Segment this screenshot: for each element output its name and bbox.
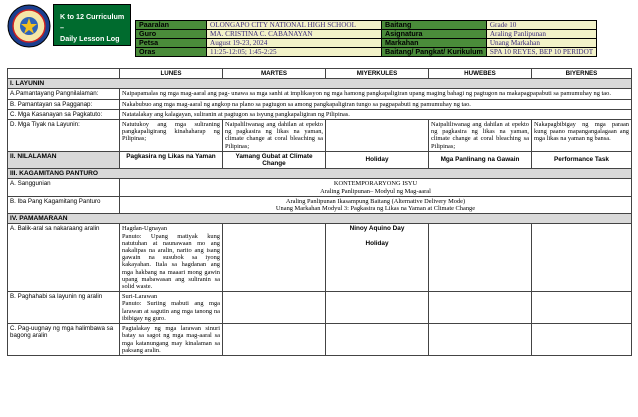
teacher-value: MA. CRISTINA C. CABANAYAN	[207, 30, 382, 39]
row-label: C. Pag-uugnay ng mga halimbawa sa bagong aralin	[8, 324, 120, 356]
materials-line: Araling Panlipunan Ikasampung Baitang (Alternative Delivery Mode)	[285, 197, 466, 205]
curriculum-line2: Daily Lesson Log	[60, 34, 120, 43]
day-header: MARTES	[223, 69, 326, 79]
section-row	[8, 151, 632, 168]
section-title: I. LAYUNIN	[8, 79, 632, 89]
section-title: III. KAGAMITANG PANTURO	[8, 169, 632, 179]
section-value: SPA 10 REYES, BEP 10 PERIDOT	[486, 48, 596, 57]
info-label: Paaralan	[136, 21, 207, 30]
table-row	[8, 109, 632, 119]
holiday-label: Holiday	[365, 239, 389, 247]
grade-value: Grade 10	[486, 21, 596, 30]
day-header: MIYERKULES	[326, 69, 429, 79]
date-value: August 19-23, 2024	[207, 39, 382, 48]
info-label: Baitang	[382, 21, 487, 30]
day-header: LUNES	[120, 69, 223, 79]
row-label: D. Mga Tiyak na Layunin:	[8, 120, 120, 152]
subject-value: Araling Panlipunan	[486, 30, 596, 39]
table-row	[8, 89, 632, 99]
day-header: BIYERNES	[532, 69, 632, 79]
school-value: OLONGAPO CITY NATIONAL HIGH SCHOOL	[207, 21, 382, 30]
cell-huwebes	[429, 224, 532, 292]
table-row	[8, 120, 632, 152]
info-table	[135, 20, 597, 57]
info-label: Baitang/ Pangkat/ Kurikulum	[382, 48, 487, 57]
info-row	[136, 48, 597, 57]
cell-lunes: Pagtalakay ng mga larawan sinuri batay sa sagot ng mga mag-aaral sa mga katanungang may kinalaman sa paksang aralin.	[120, 324, 223, 356]
cell-biyernes	[532, 324, 632, 356]
curriculum-banner	[53, 4, 131, 46]
row-label: A. Balik-aral sa nakaraang aralin	[8, 224, 120, 292]
topic-lunes: Pagkasira ng Likas na Yaman	[120, 151, 223, 168]
row-label: C. Mga Kasanayan sa Pagkatuto:	[8, 109, 120, 119]
header	[7, 4, 631, 62]
topic-biyernes: Performance Task	[532, 151, 632, 168]
cell-martes	[223, 224, 326, 292]
cell-lunes: Suri-Larawan Panuto: Suriing mabuti ang mga larawan at sagutin ang mga tanong na ibibigay ng guro.	[120, 292, 223, 324]
cell-miyerkules	[326, 292, 429, 324]
curriculum-line1: K to 12 Curriculum –	[60, 12, 125, 32]
info-label: Petsa	[136, 39, 207, 48]
materials-line: Unang Markahan Modyul 3: Pagkasira ng Likas na Yaman at Climate Change	[275, 205, 476, 213]
deped-seal-icon	[7, 4, 51, 48]
cell-huwebes	[429, 292, 532, 324]
daily-lesson-log-page	[7, 4, 631, 354]
section-title: IV. PAMAMARAAN	[8, 214, 632, 224]
days-header-row	[8, 69, 632, 79]
materials-cell	[120, 196, 632, 213]
info-row	[136, 30, 597, 39]
section-row	[8, 214, 632, 224]
row-label: A. Sanggunian	[8, 179, 120, 196]
info-label: Guro	[136, 30, 207, 39]
row-label: B. Paghahabi sa layunin ng aralin	[8, 292, 120, 324]
row-text: Naipapamalas ng mga mag-aaral ang pag- unawa sa mga sanhi at implikasyon ng mga hamong pangkapaligiran upang maging bahagi ng pagtugon na makapagpapabuti sa pamumuhay ng tao.	[120, 89, 632, 99]
table-row	[8, 196, 632, 213]
day-header: HUWEBES	[429, 69, 532, 79]
cell-martes	[223, 292, 326, 324]
holiday-title: Ninoy Aquino Day	[349, 225, 405, 233]
time-value: 11:25-12:05; 1:45-2:25	[207, 48, 382, 57]
table-row	[8, 292, 632, 324]
cell-miyerkules	[326, 324, 429, 356]
row-label: B. Iba Pang Kagamitang Panturo	[8, 196, 120, 213]
row-text: Natatalakay ang kalagayan, suliranin at pagtugon sa isyung pangkapaligiran ng Pilipinas.	[120, 109, 632, 119]
cell-miyerkules	[326, 120, 429, 152]
table-row	[8, 224, 632, 292]
info-label: Oras	[136, 48, 207, 57]
table-row	[8, 324, 632, 356]
cell-biyernes	[532, 224, 632, 292]
row-label: B. Pamantayan sa Pagganap:	[8, 99, 120, 109]
info-label: Asignatura	[382, 30, 487, 39]
row-label: A.Pamantayang Pangnilalaman:	[8, 89, 120, 99]
info-label: Markahan	[382, 39, 487, 48]
topic-martes: Yamang Gubat at Climate Change	[223, 151, 326, 168]
cell-biyernes: Nakapagbibigay ng mga paraan kung paano mapangangalagaan ang mga likas na yaman ng bansa.	[532, 120, 632, 152]
reference-line: Araling Panlipunan– Modyul ng Mag-aaral	[320, 187, 431, 195]
topic-miyerkules: Holiday	[326, 151, 429, 168]
quarter-value: Unang Markahan	[486, 39, 596, 48]
cell-huwebes	[429, 324, 532, 356]
section-row	[8, 169, 632, 179]
cell-lunes: Natutukoy ang mga suliraning pangkapaligirang kinahaharap ng Pilipinas;	[120, 120, 223, 152]
cell-martes: Naipaliliwanag ang dahilan at epekto ng pagkasira ng likas na yaman, climate change at coral bleaching sa Pilipinas;	[223, 120, 326, 152]
table-row	[8, 99, 632, 109]
info-row	[136, 39, 597, 48]
cell-lunes: Hagdan-Ugnayan Panuto: Upang matiyak kung natutuhan at naunawaan mo ang nakalipas na aralin, narito ang isang gawain na susubok sa iyong kakayahan. Itala sa hagdanan ang mga hakbang na maaari mong gawin upang mabawasan ang suliranin sa solid waste.	[120, 224, 223, 292]
cell-martes	[223, 324, 326, 356]
topic-huwebes: Mga Panlinang na Gawain	[429, 151, 532, 168]
reference-cell	[120, 179, 632, 196]
lesson-log-table	[7, 68, 632, 356]
blank-header-cell	[8, 69, 120, 79]
section-row	[8, 79, 632, 89]
reference-line: KONTEMPORARYONG ISYU	[333, 180, 418, 188]
row-text: Nakabubuo ang mga mag-aaral ng angkop na plano sa pagtugon sa among pangkapaligiran tungo sa pagpapabuti ng pamumuhay ng tao.	[120, 99, 632, 109]
section-title: II. NILALAMAN	[8, 151, 120, 168]
table-row	[8, 179, 632, 196]
cell-miyerkules	[326, 224, 429, 292]
cell-biyernes	[532, 292, 632, 324]
cell-huwebes: Naipaliliwanag ang dahilan at epekto ng pagkasira ng likas na yaman, climate change at coral bleaching sa Pilipinas;	[429, 120, 532, 152]
info-row	[136, 21, 597, 30]
